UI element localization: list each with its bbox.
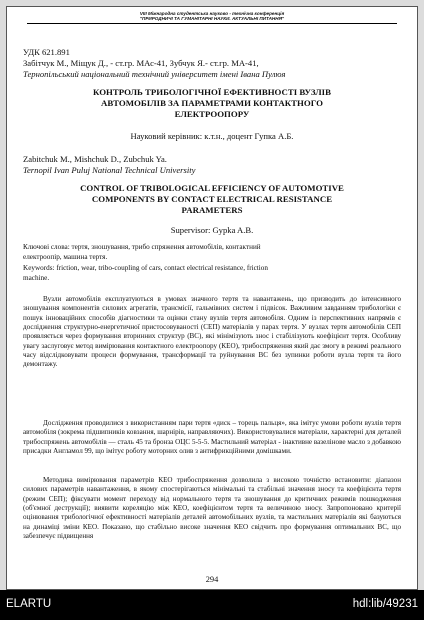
body-paragraph-1: Вузли автомобілів експлуатуються в умовах значного тертя та навантажень, що призводить до інтенсивного зношування компонентів силових агрегатів, трансмісії, гальмівних систем і підвісок. Важливим завданням трибологіки є пошук інноваційних способів діагностики та оцінки стану вузлів тертя автомобіля. Одним із перспективних напрямів є дослідження структурно-енергетичної пристосовуваності (СЕП) матеріалів у парах тертя. У вузлах тертя автомобілів СЕП проявляється через формування вторинних структур (ВС), які мінімізують знос і стабілізують коефіцієнт тертя. Особливу увагу заслуговує метод вимірювання контактного електроопору (КЕО), трибоспряження який дає змогу в режимі реального часу відслідковувати процеси формування, трансформації та руйнування ВС без зупинки роботи вузла тертя та його демонтажу.	[23, 295, 401, 369]
affiliation-en: Ternopil Ivan Puluj National Technical University	[23, 165, 196, 175]
body-paragraph-2: Дослідження проводилися з використанням пари тертя «диск – торець пальця», яка імітує умови роботи вузлів тертя автомобіля (зокрема підшипників ковзання, шарнірів, направляючих). Використовувалися матеріали, характерні для деталей трибоспряжень автомобілів — сталь 45 та бронза ОЦС 5-5-5. Мастильний матеріал - інактивне вазелінове масло з добавкою присадки Англамол 99, що імітує роботу моторних олив з антифрикційними домішками.	[23, 419, 401, 456]
title-ua-line-1: КОНТРОЛЬ ТРИБОЛОГІЧНОЇ ЕФЕКТИВНОСТІ ВУЗЛІВ	[93, 87, 331, 97]
title-en-line-2: COMPONENTS BY CONTACT ELECTRICAL RESISTANCE	[91, 194, 333, 204]
affiliation-ua: Тернопільський національний технічний університет імені Івана Пулюя	[23, 69, 286, 79]
body-paragraph-3: Методика вимірювання параметрів КЕО трибоспряження дозволила з високою точністю встановити: діапазон силових параметрів навантаження, в якому спостерігаються мінімальні та стабільні значення зносу та коефіцієнта тертя (режим СЕП); фіксувати момент переходу від нормального тертя та зношування до критичних режимів пошкодження (об'ємної деструкції); виявити кореляцію між КЕО, коефіцієнтом тертя та величиною зносу. Запропоновано критерії оцінювання трибологічної ефективності матеріалів деталей автомобільних вузлів, та мастильних матеріалів які базуються на динаміці зміни КЕО. Показано, що стабільно високе значення КЕО свідчить про формування оптимальних ВС, що забезпечує підвищення	[23, 476, 401, 541]
keywords-ua-line-2: електроопір, машина тертя.	[23, 253, 108, 261]
authors-en: Zabitchuk M., Mishchuk D., Zubchuk Ya.	[23, 154, 167, 164]
document-page	[6, 6, 418, 590]
conference-header	[7, 11, 417, 22]
page-number: 294	[205, 575, 219, 584]
title-en-line-3: PARAMETERS	[181, 205, 243, 215]
footer-handle-link[interactable]: hdl:lib/49231	[352, 598, 418, 610]
footer-repository-label: ELARTU	[6, 598, 52, 610]
header-rule	[27, 23, 397, 24]
conference-line-2: "ПРИРОДНИЧІ ТА ГУМАНІТАРНІ НАУКИ. АКТУАЛЬНІ ПИТАННЯ"	[139, 16, 285, 22]
title-ua-line-2: АВТОМОБІЛІВ ЗА ПАРАМЕТРАМИ КОНТАКТНОГО	[101, 98, 323, 108]
conference-line-1: VIII Міжнародна студентська науково - технічна конференція	[139, 11, 285, 16]
title-en-line-1: CONTROL OF TRIBOLOGICAL EFFICIENCY OF AUTOMOTIVE	[80, 183, 344, 193]
supervisor-ua: Науковий керівник: к.т.н., доцент Гупка А.Б.	[130, 131, 294, 141]
keywords-ua-line-1: Ключові слова: тертя, зношування, трибо спряження автомобілів, контактний	[23, 243, 261, 251]
authors-ua: Забітчук М., Міщук Д., - ст.гр. МАс-41, Зубчук Я.- ст.гр. МА-41,	[23, 58, 259, 68]
title-ua-line-3: ЕЛЕКТРООПОРУ	[174, 109, 250, 119]
keywords-en-line-1: Keywords: friction, wear, tribo-coupling of cars, contact electrical resistance, friction	[23, 264, 268, 272]
supervisor-en: Supervisor: Gypka A.B.	[170, 225, 254, 235]
keywords-en-line-2: machine.	[23, 274, 50, 282]
footer-bar	[0, 590, 424, 620]
udc-code: УДК 621.891	[23, 47, 70, 57]
